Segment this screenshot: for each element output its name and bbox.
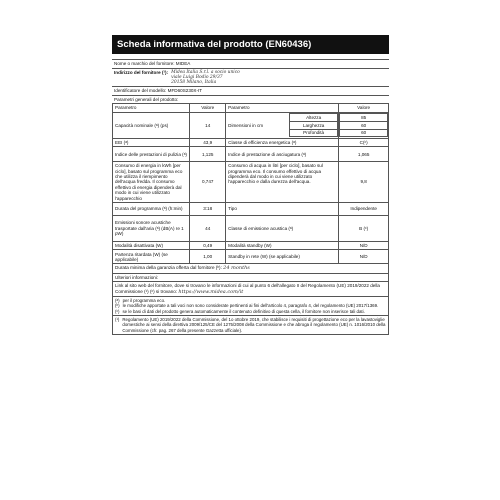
supplier-name-label: Nome o marchio del fornitore: bbox=[114, 61, 175, 66]
footnote bbox=[115, 309, 386, 314]
supplier-name-value: MIDEA bbox=[175, 61, 191, 66]
dim-value: 60 bbox=[340, 122, 388, 130]
parameters-table bbox=[112, 103, 389, 334]
model-row bbox=[112, 87, 389, 96]
param-cell: Tipo bbox=[226, 203, 339, 216]
table-header-row bbox=[113, 104, 389, 112]
table-row bbox=[113, 203, 389, 216]
value-cell: 1,125 bbox=[190, 147, 226, 162]
warranty-label: Durata minima della garanzia offerta dal fornitore (ᵇ): bbox=[115, 265, 222, 271]
param-cell bbox=[226, 112, 339, 138]
regulation-row bbox=[113, 315, 389, 334]
param-cell: Modalità standby (W) bbox=[226, 242, 339, 250]
value-cell: 1,00 bbox=[190, 250, 226, 264]
model-value: MFD60S230X-IT bbox=[167, 88, 203, 94]
header-param: Parametro bbox=[113, 104, 190, 112]
value-cell: 1,065 bbox=[339, 147, 389, 162]
param-cell: Partenza ritardata (W) (se applicabile) bbox=[113, 250, 190, 264]
table-row bbox=[113, 162, 389, 203]
dimensions-table bbox=[289, 113, 338, 137]
dim-value: 85 bbox=[340, 114, 388, 122]
value-cell: 9,8 bbox=[339, 162, 389, 203]
header-value: Valore bbox=[190, 104, 226, 112]
param-cell: Classe di efficienza energetica (ᵃ) bbox=[226, 138, 339, 146]
footnote-text: per il programma eco. bbox=[122, 298, 166, 304]
model-label: Identificatore del modello: bbox=[114, 88, 167, 94]
footnote-mark: (ᵇ) bbox=[115, 303, 120, 309]
value-cell: C(ᶜ) bbox=[339, 138, 389, 146]
param-cell: Emissioni sonore acustiche trasportate dall'aria (ᵃ) (dB(A) re 1 pW) bbox=[113, 216, 190, 242]
supplier-name-row bbox=[112, 59, 389, 69]
warranty-value: 24 months bbox=[223, 265, 250, 272]
address-line: 20158 Milano, Italia bbox=[171, 80, 217, 85]
value-cell: 0,49 bbox=[190, 242, 226, 250]
value-cell: 43,9 bbox=[190, 138, 226, 146]
footnote bbox=[115, 317, 386, 333]
supplier-address-label: Indirizzo del fornitore (¹): bbox=[114, 69, 169, 75]
value-cell: N/D bbox=[339, 242, 389, 250]
param-cell: Durata del programma (ᵃ) (h:min) bbox=[113, 203, 190, 216]
param-cell: Modalità disattivata (W) bbox=[113, 242, 190, 250]
table-row bbox=[113, 112, 389, 138]
supplier-address bbox=[171, 70, 240, 86]
address-line: Midea Italia S.r.l. a socio unico bbox=[171, 69, 240, 75]
dim-label: Altezza bbox=[289, 114, 337, 122]
table-row bbox=[113, 147, 389, 162]
dim-label: Profondità bbox=[289, 129, 337, 137]
further-info-row bbox=[113, 273, 389, 281]
value-cell: 44 bbox=[190, 216, 226, 242]
link-row bbox=[113, 282, 389, 297]
param-cell: Consumo di acqua in litri [per ciclo], basato sul programma eco. Il consumo effettivo di acqua dipenderà dal modo in cui viene utilizzato l'apparecchio e dalla durezza dell'acqua. bbox=[226, 162, 339, 203]
footnote-text: Regolamento (UE) 2019/2022 della Commissione, del 1o ottobre 2019, che stabilisce i requisiti di progettazione eco per la lavastoviglie domestiche ai sensi della direttiva 2009/125/CE del 1275/2008 della Commissione e che abroga il regolamento (UE) n. 1016/2010 della Commissione (cfr. pag. 267 della presente Gazzetta ufficiale). bbox=[122, 316, 386, 333]
table-row bbox=[113, 216, 389, 242]
footnote-text: se le basi di dati del prodotto genera automaticamente il contenuto definitivo di questa cella, il fornitore non inserisce tali dati. bbox=[122, 308, 365, 314]
header-value: Valore bbox=[339, 104, 389, 112]
param-cell: Consumo di energia in kWh [per ciclo], basato sul programma eco che utilizza il riempimento dell'acqua fredda. Il consumo effettivo di energia dipenderà dal modo in cui viene utilizzato l'apparecchio bbox=[113, 162, 190, 203]
value-cell: 14 bbox=[190, 112, 226, 138]
further-info-heading: Ulteriori informazioni: bbox=[113, 273, 389, 281]
param-cell: Standby in rete (W) (se applicabile) bbox=[226, 250, 339, 264]
value-cell: Indipendente bbox=[339, 203, 389, 216]
param-cell: Indice delle prestazioni di pulizia (ᵃ) bbox=[113, 147, 190, 162]
footnote-mark: (ᵃ) bbox=[115, 298, 120, 304]
table-row bbox=[113, 242, 389, 250]
dimensions-values bbox=[339, 113, 388, 137]
value-cell: 3:18 bbox=[190, 203, 226, 216]
warranty-row bbox=[113, 264, 389, 273]
product-info-sheet bbox=[112, 35, 389, 335]
table-row bbox=[113, 138, 389, 146]
value-cell bbox=[339, 112, 389, 138]
supplier-website-link[interactable]: https://www.midea.com/it bbox=[178, 288, 244, 295]
value-cell: N/D bbox=[339, 250, 389, 264]
param-cell: Indice di prestazione di asciugatura (ᵃ) bbox=[226, 147, 339, 162]
value-cell: B (ᶜ) bbox=[339, 216, 389, 242]
param-cell: Classe di emissione acustica (ᵃ) bbox=[226, 216, 339, 242]
address-line: viale Luigi Bodio 29/37 bbox=[171, 74, 223, 80]
sheet-title: Scheda informativa del prodotto (EN60436) bbox=[112, 35, 389, 54]
footnote-text: le modifiche apportate a tali voci non sono considerate pertinenti ai fini dell'articolo 4, paragrafo 4, del regolamento (UE) 2017/1369. bbox=[122, 303, 379, 309]
table-row bbox=[113, 250, 389, 264]
dim-value: 60 bbox=[340, 129, 388, 137]
param-cell: EEI (ᵃ) bbox=[113, 138, 190, 146]
notes-row bbox=[113, 297, 389, 316]
value-cell: 0,747 bbox=[190, 162, 226, 203]
supplier-address-row bbox=[112, 69, 389, 88]
footnote-mark: (¹) bbox=[115, 316, 120, 322]
general-params-heading: Parametri generali del prodotto: bbox=[114, 96, 179, 102]
dim-label: Larghezza bbox=[289, 122, 337, 130]
header-param: Parametro bbox=[226, 104, 339, 112]
link-description: Link al sito web del fornitore, dove si trovano le informazioni di cui al punto 6 dell'allegato II del Regolamento (UE) 2019/2022 della Commissione (¹) (ᶜ) si trovano: bbox=[115, 283, 380, 294]
dimensions-label: Dimensioni in cm bbox=[228, 122, 264, 128]
param-cell: Capacità nominale (ᵃ) (ps) bbox=[113, 112, 190, 138]
footnote-mark: (ᶜ) bbox=[115, 308, 120, 314]
